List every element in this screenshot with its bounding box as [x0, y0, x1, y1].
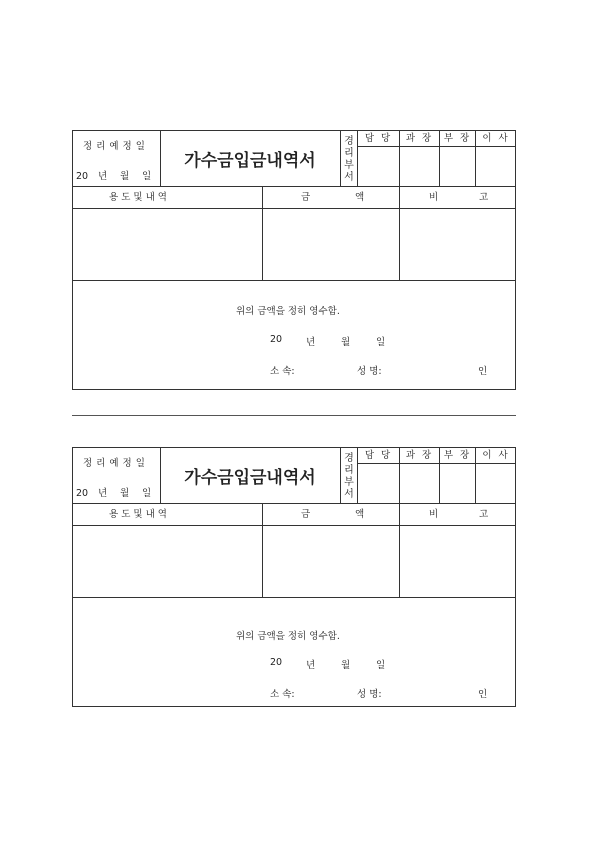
- remark-header-2: 고: [479, 192, 489, 203]
- due-date-line: 20 년 월 일: [76, 171, 152, 182]
- approval-box-executive[interactable]: 이 사: [476, 131, 516, 186]
- dept-label: 경 리 부 서: [340, 448, 358, 503]
- affiliation-label: 소 속:: [270, 366, 295, 377]
- form-title: 가수금입금내역서: [184, 151, 316, 171]
- remark-header: 비: [429, 509, 439, 520]
- approval-box-director[interactable]: 부 장: [440, 448, 476, 503]
- form-header: [73, 131, 515, 187]
- amount-header: 금: [301, 509, 311, 520]
- expense-form-1: [72, 130, 516, 390]
- seal-label: 인: [478, 689, 488, 700]
- amount-header: 금: [301, 192, 311, 203]
- approval-box-staff[interactable]: 담 당: [358, 131, 400, 186]
- due-date-cell: [73, 131, 161, 186]
- approval-box-manager[interactable]: 과 장: [400, 448, 440, 503]
- receipt-section: 위의 금액을 정히 영수함. 20 년 월 일 소 속: 성 명: 인: [73, 281, 515, 389]
- form-header: [73, 448, 515, 504]
- due-date-label: 정리예정일: [83, 141, 149, 152]
- affiliation-label: 소 속:: [270, 689, 295, 700]
- cut-line: [72, 415, 516, 416]
- amount-header-2: 액: [355, 192, 365, 203]
- approval-box-director[interactable]: 부 장: [440, 131, 476, 186]
- receipt-text: 위의 금액을 정히 영수함.: [236, 306, 340, 317]
- expense-form-2: [72, 447, 516, 707]
- form-title: 가수금입금내역서: [184, 468, 316, 488]
- column-headers: [73, 187, 515, 209]
- receipt-section: 위의 금액을 정히 영수함. 20 년 월 일 소 속: 성 명: 인: [73, 598, 515, 706]
- amount-header-2: 액: [355, 509, 365, 520]
- remark-header-2: 고: [479, 509, 489, 520]
- approval-box-executive[interactable]: 이 사: [476, 448, 516, 503]
- approval-box-staff[interactable]: 담 당: [358, 448, 400, 503]
- entry-area[interactable]: [73, 526, 515, 598]
- due-date-cell: [73, 448, 161, 503]
- name-label: 성 명:: [357, 689, 382, 700]
- remark-header: 비: [429, 192, 439, 203]
- name-label: 성 명:: [357, 366, 382, 377]
- approval-box-manager[interactable]: 과 장: [400, 131, 440, 186]
- receipt-text: 위의 금액을 정히 영수함.: [236, 631, 340, 642]
- seal-label: 인: [478, 366, 488, 377]
- entry-area[interactable]: [73, 209, 515, 281]
- due-date-line: 20 년 월 일: [76, 488, 152, 499]
- due-date-label: 정리예정일: [83, 458, 149, 469]
- usage-header: 용 도 및 내 역: [109, 509, 167, 520]
- dept-label: 경 리 부 서: [340, 131, 358, 186]
- usage-header: 용 도 및 내 역: [109, 192, 167, 203]
- column-headers: [73, 504, 515, 526]
